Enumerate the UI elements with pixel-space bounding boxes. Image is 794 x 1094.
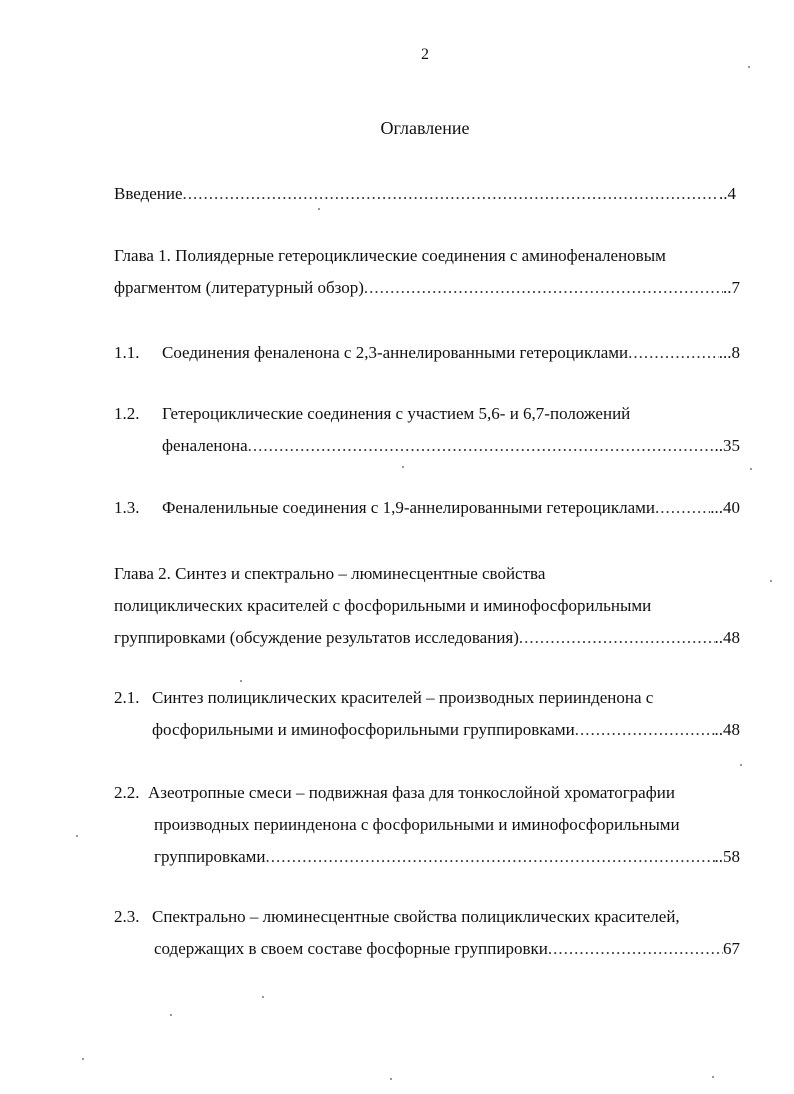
toc-entry-section-2-3 xyxy=(114,901,740,965)
leader-dots xyxy=(655,492,710,524)
leader-dots xyxy=(519,622,715,654)
toc-entry-section-1-2 xyxy=(114,398,740,462)
toc-entry-text: группировками xyxy=(154,847,266,866)
toc-entry-section-2-1 xyxy=(114,682,740,746)
toc-page-number: ..48 xyxy=(714,720,740,739)
toc-entry-text: Феналенильные соединения с 1,9-аннелированными гетероциклами xyxy=(162,498,656,517)
toc-page-number: ..4 xyxy=(719,184,736,203)
scan-speck xyxy=(770,580,772,582)
leader-dots xyxy=(364,272,723,304)
toc-page-number: 67 xyxy=(723,939,740,958)
scan-speck xyxy=(318,208,320,210)
toc-entry-text: группировками (обсуждение результатов исследования) xyxy=(114,628,519,647)
toc-entry-section-1-3 xyxy=(114,492,740,524)
toc-entry-text: феналенона xyxy=(162,436,248,455)
page-number: 2 xyxy=(421,46,429,63)
toc-entry-text: Азеотропные смеси – подвижная фаза для тонкослойной хроматографии xyxy=(148,783,675,802)
scan-speck xyxy=(750,468,752,470)
scan-speck xyxy=(82,1058,84,1060)
toc-entry-chapter-1 xyxy=(114,240,740,304)
scan-speck xyxy=(76,835,78,837)
scan-speck xyxy=(262,996,264,998)
leader-dots xyxy=(628,337,719,369)
toc-page-number: ...8 xyxy=(718,343,740,362)
toc-page-number: ...40 xyxy=(710,498,740,517)
toc-page-number: ..48 xyxy=(714,628,740,647)
scan-speck xyxy=(390,1078,392,1080)
toc-entry-chapter-2 xyxy=(114,558,740,654)
leader-dots xyxy=(265,841,714,873)
toc-entry-text: фрагментом (литературный обзор) xyxy=(114,278,364,297)
scan-speck xyxy=(712,1076,714,1078)
toc-entry-text: производных периинденона с фосфорильными и иминофосфорильными xyxy=(154,815,680,834)
toc-entry-text: Спектрально – люминесцентные свойства полициклических красителей, xyxy=(152,907,680,926)
toc-entry-section-1-1 xyxy=(114,337,740,369)
section-number: 2.1. xyxy=(114,688,140,707)
section-number: 2.3. xyxy=(114,907,140,926)
scan-speck xyxy=(748,66,750,68)
leader-dots xyxy=(183,178,719,210)
toc-title: Оглавление xyxy=(380,118,470,138)
toc-page-number: ..35 xyxy=(714,436,740,455)
scan-speck xyxy=(240,680,242,682)
toc-entry-text: Введение xyxy=(114,184,183,203)
scan-speck xyxy=(740,764,742,766)
leader-dots xyxy=(248,430,715,462)
toc-page-number: ..58 xyxy=(714,847,740,866)
toc-page-number: ..7 xyxy=(723,278,740,297)
section-number: 2.2. xyxy=(114,783,140,802)
toc-entry-intro xyxy=(114,178,736,210)
scan-speck xyxy=(402,466,404,468)
scan-speck xyxy=(170,1014,172,1016)
section-number: 1.1. xyxy=(114,343,140,362)
toc-entry-text: полициклических красителей с фосфорильными и иминофосфорильными xyxy=(114,596,652,615)
section-number: 1.3. xyxy=(114,498,140,517)
toc-entry-text: Глава 2. Синтез и спектрально – люминесцентные свойства xyxy=(114,564,546,583)
section-number: 1.2. xyxy=(114,404,140,423)
toc-entry-text: содержащих в своем составе фосфорные группировки xyxy=(154,939,548,958)
toc-entry-text: Гетероциклические соединения с участием 5,6- и 6,7-положений xyxy=(162,404,631,423)
toc-entry-text: Глава 1. Полиядерные гетероциклические соединения с аминофеналеновым xyxy=(114,246,666,265)
leader-dots xyxy=(548,933,723,965)
toc-entry-section-2-2 xyxy=(114,777,740,873)
toc-entry-text: Синтез полициклических красителей – производных периинденона с xyxy=(152,688,654,707)
leader-dots xyxy=(575,714,715,746)
toc-entry-text: фосфорильными и иминофосфорильными группировками xyxy=(152,720,575,739)
toc-entry-text: Соединения феналенона с 2,3-аннелированными гетероциклами xyxy=(162,343,629,362)
